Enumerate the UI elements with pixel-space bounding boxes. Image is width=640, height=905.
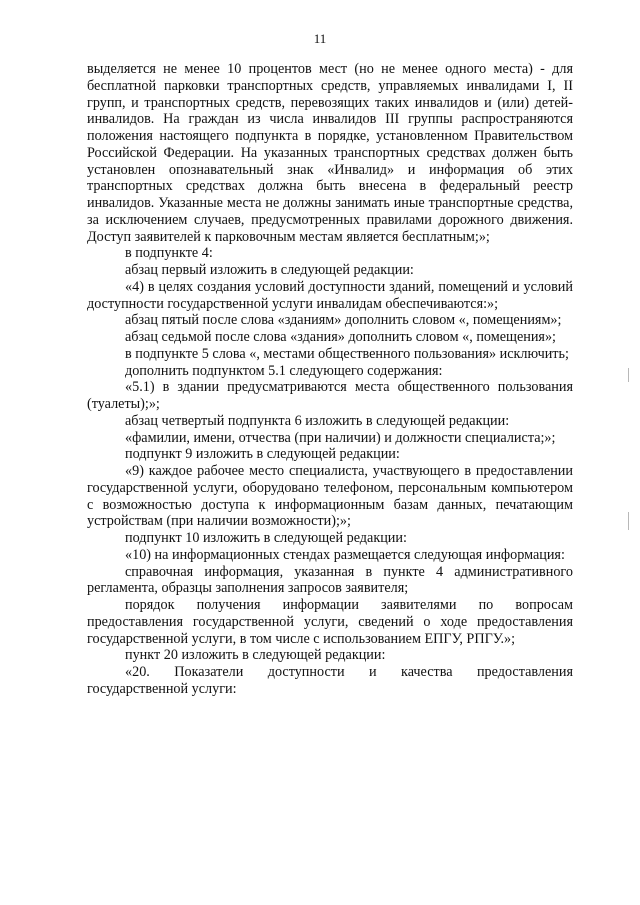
paragraph-fifth-abzac: абзац пятый после слова «зданиям» дополнить словом «, помещениям»; xyxy=(125,312,562,329)
paragraph-item-5-1: «5.1) в здании предусматриваются места общественного пользования (туалеты);»; xyxy=(87,379,573,412)
paragraph-info-procedure: порядок получения информации заявителями по вопросам предоставления государственной услуги, сведений о ходе предоставления государственной услуги, в том числе с использованием ЕПГУ, РПГУ.»; xyxy=(87,597,573,647)
paragraph-item-9: «9) каждое рабочее место специалиста, участвующего в предоставлении государственной услуги, оборудовано телефоном, персональным компьютером с возможностью доступа к информационным базам данных, печатающим устройствам (при наличии возможности);»; xyxy=(87,463,573,530)
paragraph-subitem-5: в подпункте 5 слова «, местами общественного пользования» исключить; xyxy=(125,345,569,362)
paragraph-item-10: «10) на информационных стендах размещается следующая информация: xyxy=(125,546,565,563)
paragraph-point-20: пункт 20 изложить в следующей редакции: xyxy=(125,647,386,664)
paragraph-subitem-6: абзац четвертый подпункта 6 изложить в следующей редакции: xyxy=(125,412,510,429)
paragraph-reference-info: справочная информация, указанная в пункте 4 административного регламента, образцы заполнения запросов заявителя; xyxy=(87,563,573,597)
paragraph-add-5-1: дополнить подпунктом 5.1 следующего содержания: xyxy=(125,362,443,379)
scan-edge-mark xyxy=(628,368,629,382)
paragraph-subitem-9: подпункт 9 изложить в следующей редакции: xyxy=(125,446,400,463)
paragraph-subitem-4: в подпункте 4: xyxy=(125,245,213,262)
paragraph-first-abzac: абзац первый изложить в следующей редакции: xyxy=(125,262,414,278)
scan-edge-mark xyxy=(628,512,629,530)
paragraph-subitem-10: подпункт 10 изложить в следующей редакции: xyxy=(125,530,407,546)
paragraph-seventh-abzac: абзац седьмой после слова «здания» дополнить словом «, помещения»; xyxy=(125,329,556,345)
paragraph-names: «фамилии, имени, отчества (при наличии) и должности специалиста;»; xyxy=(125,429,556,446)
page-number: 11 xyxy=(313,31,327,46)
paragraph-item-20: «20. Показатели доступности и качества предоставления государственной услуги: xyxy=(87,664,573,697)
paragraph-item-4: «4) в целях создания условий доступности зданий, помещений и условий доступности государственной услуги инвалидам обеспечиваются:»; xyxy=(87,278,573,312)
document-body xyxy=(87,61,573,698)
paragraph-parking: выделяется не менее 10 процентов мест (но не менее одного места) - для бесплатной парковки транспортных средств, управляемых инвалидами I, II групп, и транспортных средств, перевозящих таких инвалидов и (или) детей-инвалидов. На граждан из числа инвалидов III группы распространяются положения настоящего подпункта в порядке, установленном Правительством Российской Федерации. На указанных транспортных средствах должен быть установлен опознавательный знак «Инвалид» и информация об этих транспортных средствах должна быть внесена в федеральный реестр инвалидов. Указанные места не должны занимать иные транспортные средства, за исключением случаев, предусмотренных правилами дорожного движения. Доступ заявителей к парковочным местам является бесплатным;»; xyxy=(87,61,573,245)
